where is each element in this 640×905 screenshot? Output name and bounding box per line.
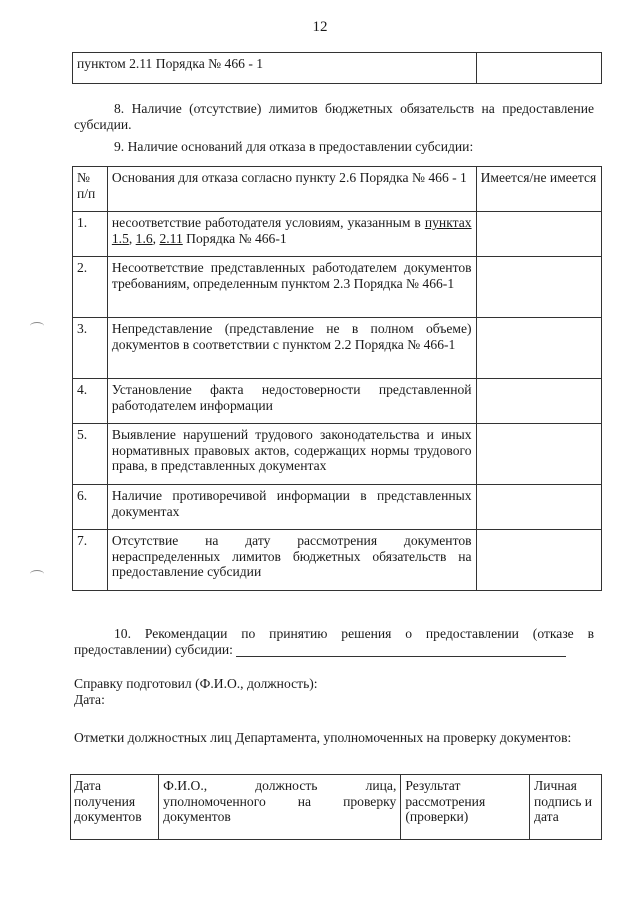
row-num: 3. — [73, 318, 108, 379]
link-punkt-1-6[interactable]: 1.6 — [135, 230, 153, 246]
row-has-cell — [476, 318, 601, 379]
officials-table — [70, 774, 602, 840]
row-has-cell — [476, 424, 601, 485]
link-punkt-2-11[interactable]: 2.11 — [159, 230, 183, 246]
row-has-cell — [476, 257, 601, 318]
answer-blank-line[interactable] — [236, 644, 566, 657]
separator: , — [152, 230, 160, 246]
row-basis: Отсутствие на дату рассмотрения документов нераспределенных лимитов бюджетных обязательств на предоставление субсидии — [107, 530, 476, 591]
table-row — [73, 424, 602, 485]
table-row — [71, 775, 602, 840]
row-basis: Непредставление (представление не в полном объеме) документов в соответствии с пунктом 2.2 Порядка № 466-1 — [107, 318, 476, 379]
row-num: 4. — [73, 379, 108, 424]
marks-text: Отметки должностных лиц Департамента, уполномоченных на проверку документов: — [74, 730, 572, 745]
row-basis-text: Порядка № 466-1 — [182, 230, 287, 246]
row-num: 6. — [73, 485, 108, 530]
link-punkt-1-5[interactable]: пунктах 1.5 — [111, 215, 472, 246]
table-row — [73, 212, 602, 257]
col-official-name: Ф.И.О., должность лица, уполномоченного на проверку документов — [159, 775, 401, 840]
paragraph-9: 9. Наличие оснований для отказа в предоставлении субсидии: — [114, 139, 474, 154]
row-has-cell — [476, 530, 601, 591]
row-basis: Наличие противоречивой информации в представленных документах — [107, 485, 476, 530]
row-num: 5. — [73, 424, 108, 485]
row-has-cell — [476, 485, 601, 530]
grounds-table — [72, 166, 602, 591]
top-table — [72, 52, 602, 84]
row-num: 2. — [73, 257, 108, 318]
date-label: Дата: — [74, 692, 105, 707]
row-basis-text: несоответствие работодателя условиям, указанным в — [111, 215, 425, 230]
table-row — [73, 53, 602, 84]
header-basis: Основания для отказа согласно пункту 2.6 Порядка № 466 - 1 — [107, 167, 476, 212]
row-num: 7. — [73, 530, 108, 591]
row-basis: Выявление нарушений трудового законодательства и иных нормативных правовых актов, содержащих нормы трудового права, в представленных документах — [107, 424, 476, 485]
top-row-empty-cell — [476, 53, 602, 84]
table-header-row — [73, 167, 602, 212]
table-row — [73, 318, 602, 379]
row-has-cell — [476, 379, 601, 424]
col-date-received: Дата получения документов — [71, 775, 159, 840]
scan-mark — [30, 322, 44, 330]
table-row — [73, 379, 602, 424]
row-basis — [107, 212, 476, 257]
header-has: Имеется/не имеется — [476, 167, 601, 212]
top-row-text: пунктом 2.11 Порядка № 466 - 1 — [73, 53, 477, 84]
separator: , — [128, 230, 136, 246]
header-num: № п/п — [73, 167, 108, 212]
prepared-by-label: Справку подготовил (Ф.И.О., должность): — [74, 676, 318, 691]
col-signature: Личная подпись и дата — [530, 775, 602, 840]
table-row — [73, 530, 602, 591]
paragraph-10 — [74, 626, 594, 657]
row-has-cell — [476, 212, 601, 257]
row-basis: Установление факта недостоверности представленной работодателем информации — [107, 379, 476, 424]
page-number: 12 — [312, 19, 328, 35]
col-result: Результат рассмотрения (проверки) — [401, 775, 530, 840]
table-row — [73, 257, 602, 318]
row-num: 1. — [73, 212, 108, 257]
row-basis: Несоответствие представленных работодателем документов требованиям, определенным пунктом 2.3 Порядка № 466-1 — [107, 257, 476, 318]
paragraph-10-text: 10. Рекомендации по принятию решения о предоставлении (отказе в предоставлении) субсидии: — [74, 626, 594, 657]
table-row — [73, 485, 602, 530]
paragraph-8: 8. Наличие (отсутствие) лимитов бюджетных обязательств на предоставление субсидии. — [74, 101, 594, 132]
scan-mark — [30, 570, 44, 578]
